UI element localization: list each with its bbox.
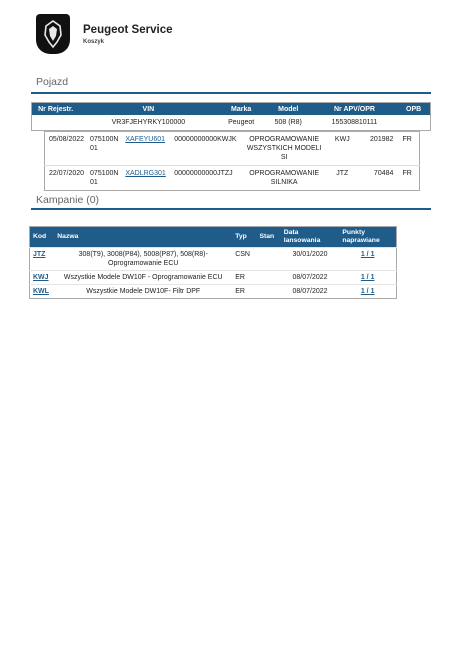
col-punkty: Punkty naprawiane xyxy=(339,227,396,248)
campaign-punkty-link[interactable]: 1 / 1 xyxy=(360,274,375,281)
history-vin-link[interactable]: XAFEYU601 xyxy=(125,136,166,143)
campaign-stan xyxy=(256,285,280,299)
vehicle-row xyxy=(32,115,431,131)
vehicle-section-title: Pojazd xyxy=(36,76,69,88)
campaigns-section-divider xyxy=(31,208,431,210)
col-data: Data lansowania xyxy=(281,227,340,248)
vehicle-table xyxy=(31,102,431,131)
vehicle-vin: VR3FJEHYRKY100000 xyxy=(79,115,217,131)
vehicle-history-table xyxy=(44,131,420,191)
col-model: Model xyxy=(265,103,312,116)
col-vin: VIN xyxy=(79,103,217,116)
vehicle-section-divider xyxy=(31,92,431,94)
campaign-punkty xyxy=(339,248,396,271)
history-date: 22/07/2020 xyxy=(45,166,89,191)
col-kod: Kod xyxy=(30,227,55,248)
campaign-kod xyxy=(30,271,55,285)
history-vin xyxy=(123,166,172,191)
vehicle-opb xyxy=(397,115,430,131)
campaign-kod xyxy=(30,285,55,299)
campaign-data: 08/07/2022 xyxy=(281,285,340,299)
vehicle-table-header xyxy=(32,103,431,116)
history-kod: JTZ xyxy=(327,166,358,191)
campaign-typ: ER xyxy=(232,271,256,285)
history-row xyxy=(45,166,420,191)
col-reg: Nr Rejestr. xyxy=(32,103,80,116)
campaign-data: 08/07/2022 xyxy=(281,271,340,285)
history-number: 00000000000JTZJ xyxy=(172,166,241,191)
app-title: Peugeot Service xyxy=(83,24,173,36)
campaign-row xyxy=(30,271,397,285)
campaign-stan xyxy=(256,271,280,285)
col-stan: Stan xyxy=(256,227,280,248)
campaign-kod xyxy=(30,248,55,271)
campaign-punkty-link[interactable]: 1 / 1 xyxy=(360,288,375,295)
campaign-nazwa: Wszystkie Modele DW10F- Filtr DPF xyxy=(54,285,232,299)
history-code: 075100N 01 xyxy=(90,136,119,152)
page-header xyxy=(36,14,436,58)
history-number: 00000000000KWJK xyxy=(174,136,237,143)
vehicle-model: 508 (R8) xyxy=(265,115,312,131)
history-country: FR xyxy=(402,136,412,143)
history-desc: OPROGRAMOWANIE WSZYSTKICH MODELI SI xyxy=(246,136,322,161)
campaign-stan xyxy=(256,248,280,271)
campaign-kod-link[interactable]: JTZ xyxy=(33,251,46,258)
history-country: FR xyxy=(395,166,419,191)
campaigns-section-title: Kampanie (0) xyxy=(36,194,100,206)
app-subtitle: Koszyk xyxy=(83,39,105,45)
history-kod: KWJ xyxy=(334,136,350,143)
campaign-kod-link[interactable]: KWJ xyxy=(33,274,49,281)
col-typ: Typ xyxy=(232,227,256,248)
vehicle-reg xyxy=(32,115,80,131)
history-date: 05/08/2022 xyxy=(48,136,85,143)
col-opb: OPB xyxy=(397,103,430,116)
campaign-row xyxy=(30,248,397,271)
vehicle-brand: Peugeot xyxy=(218,115,265,131)
campaign-typ: CSN xyxy=(232,248,256,271)
peugeot-lion-logo-icon xyxy=(36,14,70,54)
campaigns-table xyxy=(29,226,397,299)
campaign-row xyxy=(30,285,397,299)
col-apv: Nr APV/OPR xyxy=(312,103,398,116)
col-nazwa: Nazwa xyxy=(54,227,232,248)
campaign-punkty xyxy=(339,285,396,299)
history-desc: OPROGRAMOWANIE SILNIKA xyxy=(242,166,327,191)
history-num2: 201982 xyxy=(370,136,394,143)
history-row xyxy=(45,132,420,166)
history-code: 075100N 01 xyxy=(88,166,123,191)
campaign-punkty-link[interactable]: 1 / 1 xyxy=(360,251,375,258)
campaign-data: 30/01/2020 xyxy=(281,248,340,271)
vehicle-apv: 155308810111 xyxy=(312,115,398,131)
history-vin-link[interactable]: XADLRG301 xyxy=(125,170,166,177)
campaign-typ: ER xyxy=(232,285,256,299)
campaign-nazwa: Wszystkie Modele DW10F - Oprogramowanie ECU xyxy=(54,271,232,285)
campaign-punkty xyxy=(339,271,396,285)
campaign-nazwa: 308(T9), 3008(P84), 5008(P87), 508(R8)- Oprogramowanie ECU xyxy=(54,248,232,271)
campaigns-table-header xyxy=(30,227,397,248)
col-brand: Marka xyxy=(218,103,265,116)
history-num2: 70484 xyxy=(358,166,396,191)
campaign-kod-link[interactable]: KWL xyxy=(33,288,49,295)
history-vin xyxy=(123,132,172,166)
